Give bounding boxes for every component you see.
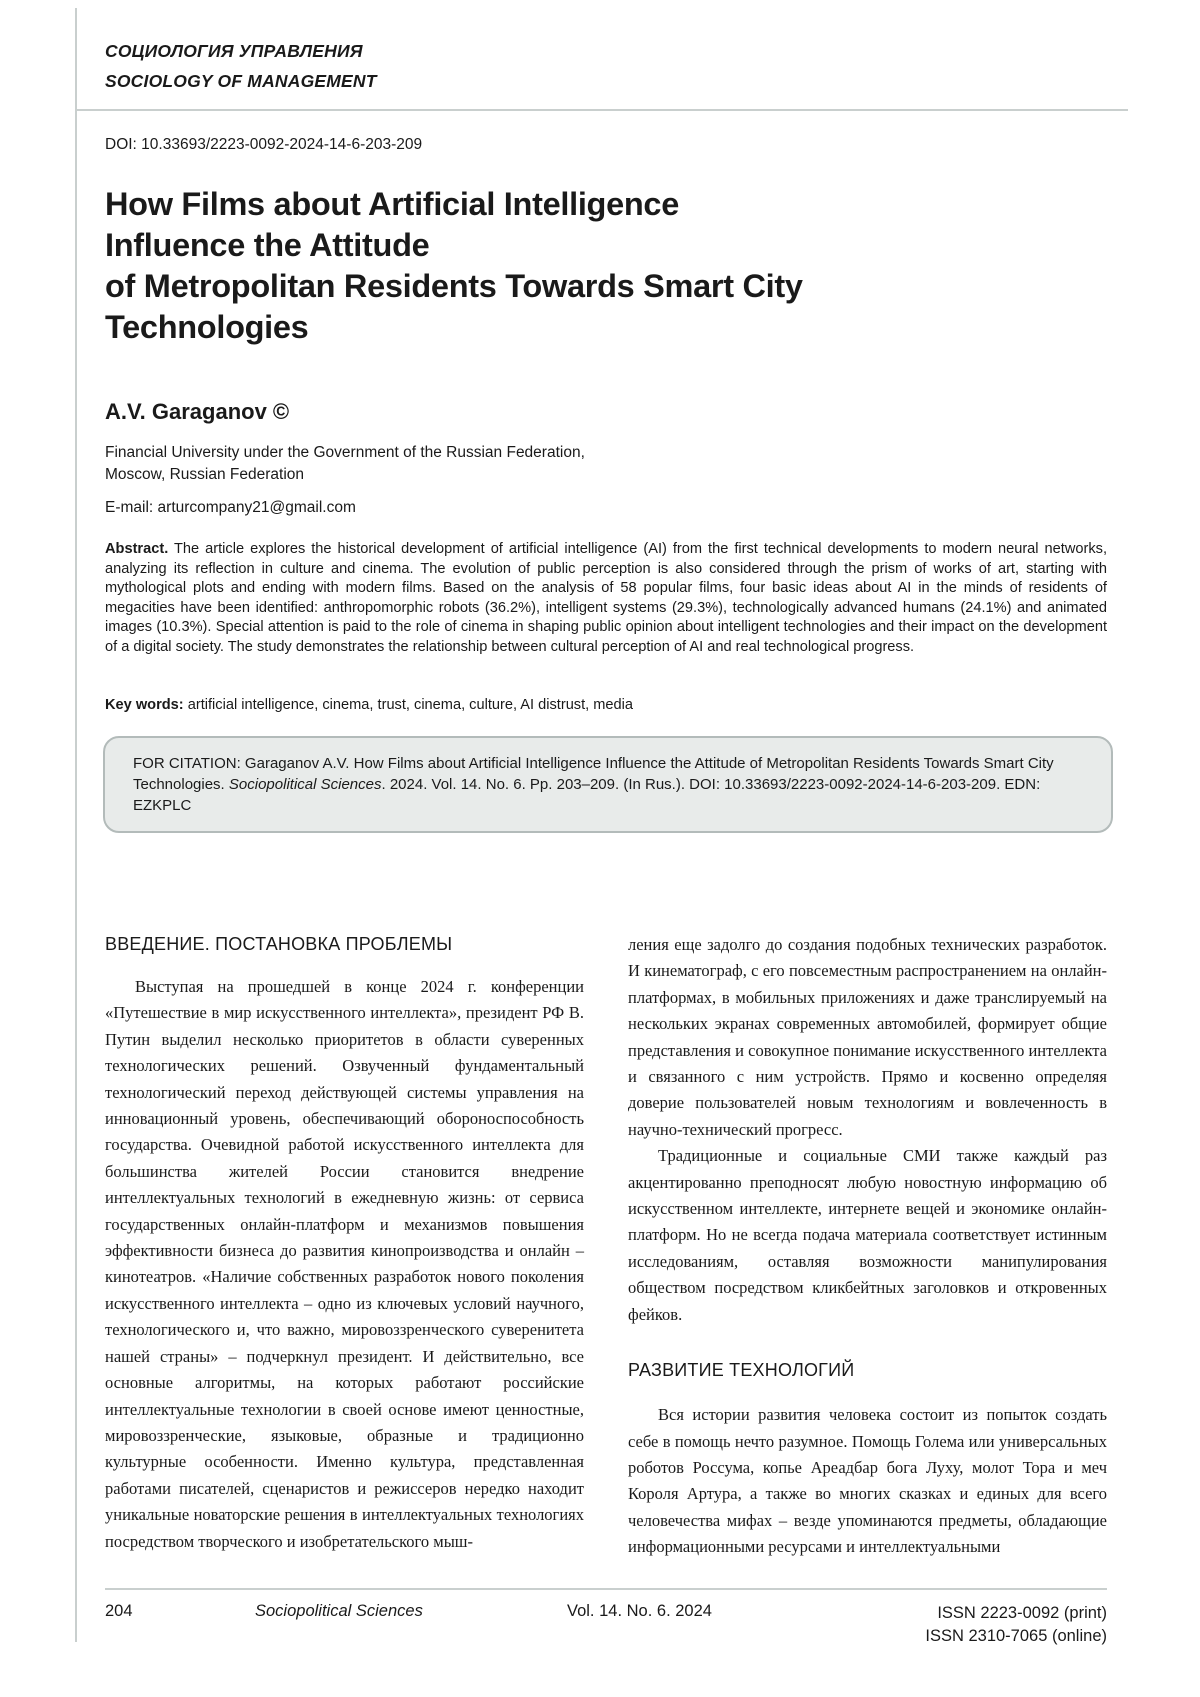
body-paragraph: Выступая на прошедшей в конце 2024 г. конференции «Путешествие в мир искусственного интеллекта», президент РФ В. Путин выделил несколько приоритетов в области суверенных технологических решений. Озвученный фундаментальный технологический переход действующей системы управления на инновационный уровень, обеспечивающий обороноспособность государства. Очевидной работой искусственного интеллекта для большинства жителей России становится внедрение интеллектуальных технологий в ежедневную жизнь: от сервиса государственных онлайн-платформ и механизмов повышения эффективности бизнеса до развития кинопроизводства и онлайн – кинотеатров. «Наличие собственных разработок нового поколения искусственного интеллекта – одно из ключевых условий научного, технологического и, что важно, мировоззренческого суверенитета нашей страны» – подчеркнул президент. И действительно, все основные алгоритмы, на которых работают российские интеллектуальные технологии в своей основе имеют ценностные, мировоззренческие, языковые, образные и традиционно культурные особенности. Именно культура, представленная работами писателей, сценаристов и режиссеров нередко находит уникальные новаторские решения в интеллектуальных технологиях посредством творческого и изобретательского мыш- (105, 977, 584, 1551)
author-affiliation: Financial University under the Government of the Russian Federation, Moscow, Russian Federation (105, 444, 585, 483)
for-citation-box (103, 736, 1113, 833)
keywords-label: Key words: (105, 697, 184, 713)
footer-issn: ISSN 2223-0092 (print) ISSN 2310-7065 (online) (925, 1604, 1107, 1645)
body-paragraph: Вся истории развития человека состоит из попыток создать себе в помощь нечто разумное. Помощь Голема или универсальных роботов Россума, копье Ареадбар бога Луху, молот Тора и меч Короля Артура, а также во многих сказках и единых для всего человечества мифах – везде упоминаются предметы, обладающие информационными ресурсами и интеллектуальными (628, 1405, 1107, 1557)
footer-journal-name: Sociopolitical Sciences (255, 1602, 423, 1620)
citation-suffix: . 2024. Vol. 14. No. 6. Pp. 203–209. (In Rus.). DOI: 10.33693/2223-0092-2024-14-6-203-209. EDN: EZKPLC (133, 776, 1041, 814)
header-divider-rule (75, 109, 1128, 111)
body-paragraph: Традиционные и социальные СМИ также каждый раз акцентированно преподносят любую новостную информацию об искусственном интеллекте, интернете вещей и экономике онлайн-платформ. Но не всегда подача материала соответствует истинным исследованиям, оставляя возможности манипулирования обществом посредством кликбейтных заголовков и откровенных фейков. (628, 1146, 1107, 1324)
citation-prefix: FOR CITATION: Garaganov A.V. How Films about Artificial Intelligence Influence the Attitude of Metropolitan Residents Towards Smart City Technologies. (133, 755, 1054, 793)
body-paragraph: ления еще задолго до создания подобных технических разработок. И кинематограф, с его повсеместным распространением на онлайн-платформах, в мобильных приложениях и даже транслируемый на нескольких экранах современных автомобилей, формирует общие представления и совокупное понимание искусственного интеллекта и связанного с ним устройств. Прямо и косвенно определяя доверие пользователей новым технологиям и вовлеченность в научно-технический прогресс. (628, 935, 1107, 1139)
keywords-text: artificial intelligence, cinema, trust, cinema, culture, AI distrust, media (183, 697, 634, 713)
keywords-line (105, 697, 1107, 713)
abstract-label: Abstract. (105, 541, 169, 557)
author-name: A.V. Garaganov © (105, 399, 290, 424)
citation-journal-name: Sociopolitical Sciences (228, 776, 382, 793)
page-footer (105, 1602, 1107, 1648)
introduction-heading: ВВЕДЕНИЕ. ПОСТАНОВКА ПРОБЛЕМЫ (105, 934, 453, 954)
left-margin-rule (75, 8, 77, 1642)
rubric-english: SOCIOLOGY OF MANAGEMENT (105, 71, 377, 91)
author-email: E-mail: arturcompany21@gmail.com (105, 499, 356, 516)
footer-volume-info: Vol. 14. No. 6. 2024 (567, 1602, 712, 1620)
technology-development-heading: РАЗВИТИЕ ТЕХНОЛОГИЙ (628, 1360, 855, 1381)
abstract-text: The article explores the historical development of artificial intelligence (AI) from the first technical developments to modern neural networks, analyzing its reflection in culture and cinema. The evolution of public perception is also considered through the prism of works of art, starting with mythological plots and ending with modern films. Based on the analysis of 58 popular films, four basic ideas about AI in the minds of residents of megacities have been identified: anthropomorphic robots (36.2%), intelligent systems (29.3%), technologically advanced humans (24.1%) and animated images (10.3%). Special attention is paid to the role of cinema in shaping public opinion about intelligent technologies and their impact on the development of a digital society. The study demonstrates the relationship between cultural perception of AI and real technological progress. (105, 541, 1107, 655)
footer-divider-rule (105, 1588, 1107, 1590)
right-column (628, 932, 1107, 1561)
doi-line: DOI: 10.33693/2223-0092-2024-14-6-203-209 (105, 136, 423, 153)
article-body (105, 932, 1107, 1561)
rubric-russian: СОЦИОЛОГИЯ УПРАВЛЕНИЯ (105, 41, 363, 61)
article-title: How Films about Artificial Intelligence Influence the Attitude of Metropolitan Residents Towards Smart City Technologies (105, 186, 803, 345)
section-rubric (105, 36, 377, 96)
abstract-paragraph (105, 540, 1107, 658)
page-number: 204 (105, 1602, 133, 1620)
left-column (105, 932, 584, 1561)
